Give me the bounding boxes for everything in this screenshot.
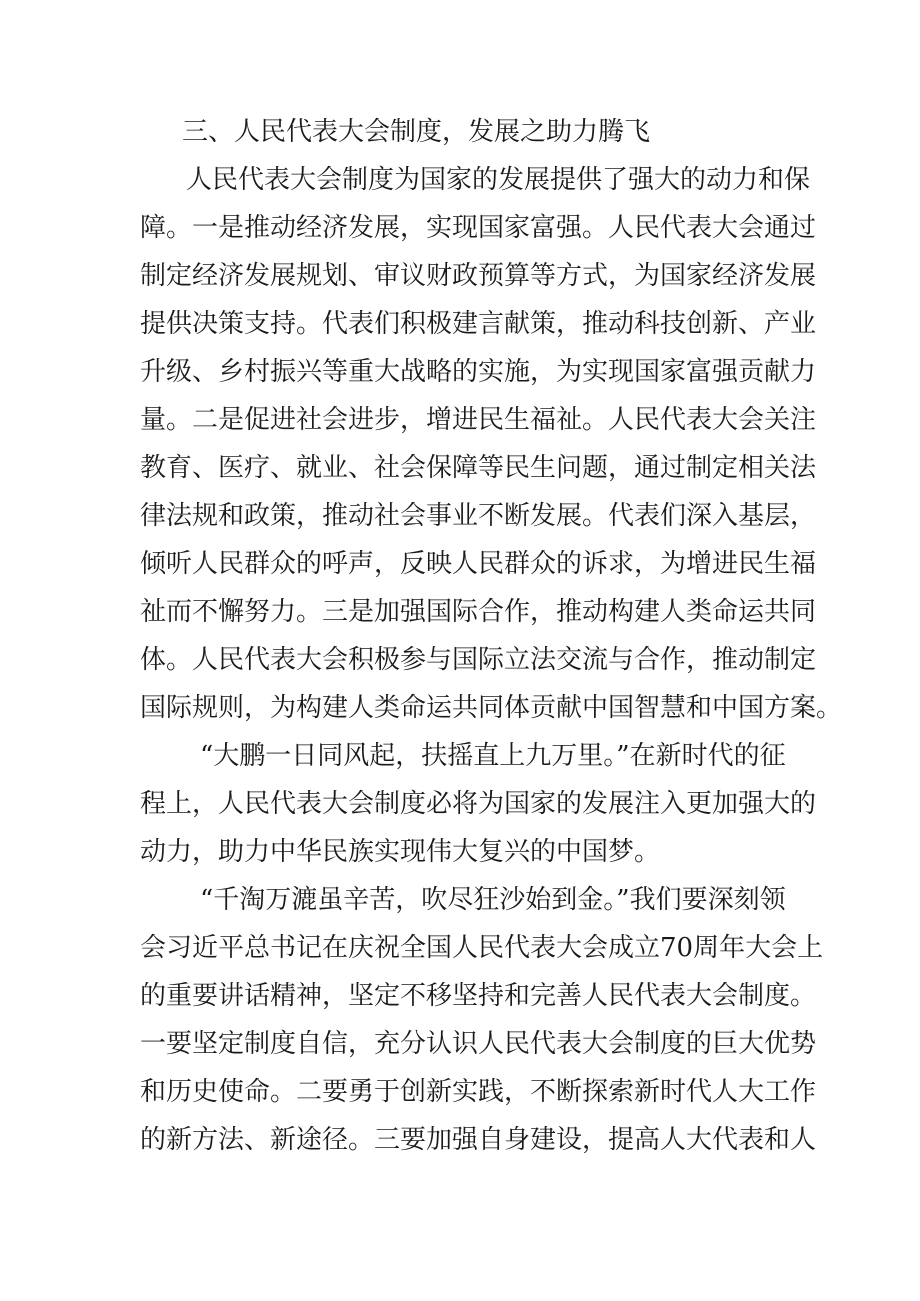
- paragraph-3-line-6: 的新方法、新途径。三要加强自身建设，提高人大代表和人: [140, 1125, 817, 1155]
- paragraph-2-line-2: 程上，人民代表大会制度必将为国家的发展注入更加强大的: [140, 789, 817, 819]
- paragraph-1-line-2: 障。一是推动经济发展，实现国家富强。人民代表大会通过: [140, 213, 817, 243]
- paragraph-3-line-1: “千淘万漉虽辛苦，吹尽狂沙始到金。”我们要深刻领: [200, 885, 786, 915]
- paragraph-3-line-2: 会习近平总书记在庆祝全国人民代表大会成立70周年大会上: [140, 933, 824, 963]
- paragraph-1-line-8: 律法规和政策，推动社会事业不断发展。代表们深入基层，: [140, 501, 817, 531]
- paragraph-1-line-5: 升级、乡村振兴等重大战略的实施，为实现国家富强贡献力: [140, 357, 817, 387]
- paragraph-3-line-4: 一要坚定制度自信，充分认识人民代表大会制度的巨大优势: [140, 1029, 817, 1059]
- paragraph-1-line-6: 量。二是促进社会进步，增进民生福祉。人民代表大会关注: [140, 405, 817, 435]
- paragraph-1-line-10: 祉而不懈努力。三是加强国际合作，推动构建人类命运共同: [140, 597, 817, 627]
- paragraph-3-line-3: 的重要讲话精神，坚定不移坚持和完善人民代表大会制度。: [140, 981, 817, 1011]
- paragraph-1-line-11: 体。人民代表大会积极参与国际立法交流与合作，推动制定: [140, 645, 817, 675]
- paragraph-1-line-7: 教育、医疗、就业、社会保障等民生问题，通过制定相关法: [140, 453, 817, 483]
- paragraph-2-line-3: 动力，助力中华民族实现伟大复兴的中国梦。: [140, 837, 661, 867]
- paragraph-3-line-5: 和历史使命。二要勇于创新实践，不断探索新时代人大工作: [140, 1077, 817, 1107]
- paragraph-1-line-9: 倾听人民群众的呼声，反映人民群众的诉求，为增进民生福: [140, 549, 817, 579]
- paragraph-1-line-1: 人民代表大会制度为国家的发展提供了强大的动力和保: [186, 165, 811, 195]
- paragraph-1-line-4: 提供决策支持。代表们积极建言献策，推动科技创新、产业: [140, 309, 817, 339]
- paragraph-1-line-12: 国际规则，为构建人类命运共同体贡献中国智慧和中国方案。: [140, 693, 843, 723]
- section-heading: 三、人民代表大会制度，发展之助力腾飞: [182, 117, 651, 147]
- paragraph-2-line-1: “大鹏一日同风起，扶摇直上九万里。”在新时代的征: [200, 741, 786, 771]
- paragraph-1-line-3: 制定经济发展规划、审议财政预算等方式，为国家经济发展: [140, 261, 817, 291]
